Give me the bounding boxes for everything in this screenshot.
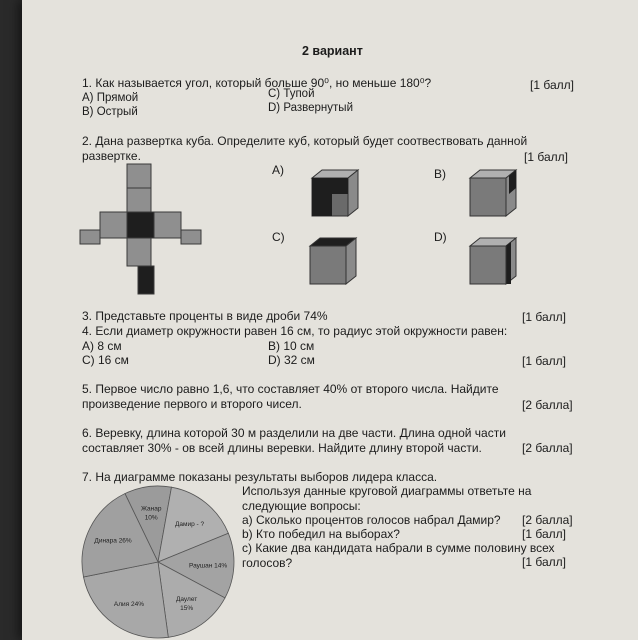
pie-label-6: Динара 26% [94, 537, 132, 545]
q7-line3: следующие вопросы: [242, 499, 361, 513]
pie-label-1-value: 10% [144, 514, 158, 522]
q4-option-a: A) 8 см [82, 339, 122, 353]
q2-text-line1: 2. Дана развертка куба. Определите куб, который будет соотвествовать данной [82, 134, 528, 148]
q2-label-b: B) [434, 167, 446, 181]
q5-line2: произведение первого и второго чисел. [82, 397, 302, 411]
pie-label-5: Алия 24% [113, 600, 144, 608]
cube-net [78, 162, 228, 297]
cube-option-c[interactable] [306, 236, 362, 292]
cube-option-a[interactable] [306, 168, 362, 224]
q7-line2: Используя данные круговой диаграммы ответьте на [242, 484, 532, 498]
q4-option-d: D) 32 см [268, 353, 315, 367]
election-pie-chart [80, 482, 240, 640]
pie-label-4: Даулет [175, 596, 198, 604]
cube-option-b[interactable] [466, 168, 522, 224]
q7-question-c-line2: голосов? [242, 556, 293, 570]
q7-question-a-points: [2 балла] [522, 513, 573, 527]
q2-label-a: A) [272, 163, 284, 177]
q4-points: [1 балл] [522, 354, 566, 368]
q4-option-b: B) 10 см [268, 339, 315, 353]
q4-option-c: C) 16 см [82, 353, 129, 367]
q5-points: [2 балла] [522, 398, 573, 412]
pie-label-4-value: 15% [180, 605, 194, 613]
q3-points: [1 балл] [522, 310, 566, 324]
q3-text: 3. Представьте проценты в виде дроби 74% [82, 309, 328, 323]
q2-points: [1 балл] [524, 150, 568, 164]
q2-label-c: C) [272, 230, 285, 244]
q7-line1: 7. На диаграмме показаны результаты выборов лидера класса. [82, 470, 438, 484]
q7-question-c-points: [1 балл] [522, 555, 566, 569]
pie-label-3: Раушан 14% [189, 562, 228, 570]
cube-option-d[interactable] [466, 236, 522, 292]
q4-text: 4. Если диаметр окружности равен 16 см, то радиус этой окружности равен: [82, 324, 508, 338]
q1-text: 1. Как называется угол, который больше 90⁰, но меньше 180⁰? [82, 76, 432, 90]
worksheet-page [22, 0, 638, 640]
q1-option-d: D) Развернутый [268, 102, 353, 114]
q6-line2: составляет 30% - ов всей длины веревки. Найдите длину второй части. [82, 441, 482, 455]
q7-question-b-points: [1 балл] [522, 527, 566, 541]
q2-text-line2: развертке. [82, 149, 141, 163]
q2-label-d: D) [434, 230, 447, 244]
pie-label-1: Жанар [140, 505, 162, 513]
q1-option-a: A) Прямой [82, 92, 139, 104]
q5-line1: 5. Первое число равно 1,6, что составляет 40% от второго числа. Найдите [82, 382, 499, 396]
page-title: 2 вариант [302, 44, 363, 58]
q7-question-a: a) Сколько процентов голосов набрал Дамир? [242, 513, 501, 527]
q1-option-c: C) Тупой [268, 88, 315, 100]
q6-line1: 6. Веревку, длина которой 30 м разделили на две части. Длина одной части [82, 426, 506, 440]
q1-points: [1 балл] [530, 78, 574, 92]
q6-points: [2 балла] [522, 441, 573, 455]
q7-question-c-line1: c) Какие два кандидата набрали в сумме половину всех [242, 541, 555, 555]
q1-option-b: B) Острый [82, 106, 138, 118]
pie-label-2: Дамир - ? [175, 521, 205, 529]
q7-question-b: b) Кто победил на выборах? [242, 527, 400, 541]
